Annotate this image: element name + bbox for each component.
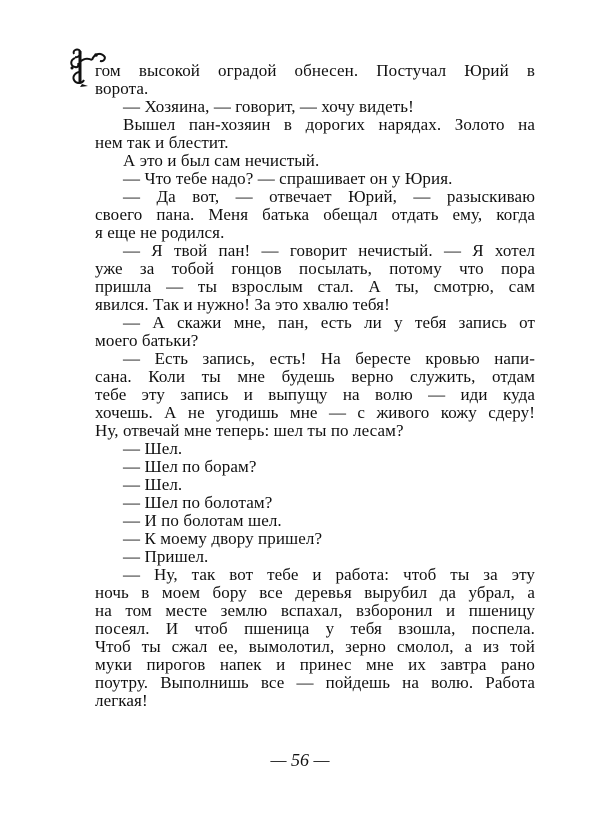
text-line: — Что тебе надо? — спрашивает он у Юрия. <box>123 169 453 188</box>
text-line: ночь в моем бору все деревья вырубил да убрал, а <box>95 583 535 602</box>
text-line: — Хозяина, — говорит, — хочу видеть! <box>123 97 414 116</box>
text-line: сана. Коли ты мне будешь верно служить, отдам <box>95 367 535 386</box>
text-line: Чтоб ты сжал ее, вымолотил, зерно смолол, а из той <box>95 637 535 656</box>
text-line: гом высокой оградой обнесен. Постучал Юрий в <box>95 61 535 80</box>
text-line: явился. Так и нужно! За это хвалю тебя! <box>95 295 390 314</box>
text-line: уже за тобой гонцов посылать, потому что пора <box>95 259 535 278</box>
text-line: — Шел по борам? <box>123 457 257 476</box>
text-line: Вышел пан-хозяин в дорогих нарядах. Золото на <box>123 115 535 134</box>
text-line: Ну, отвечай мне теперь: шел ты по лесам? <box>95 421 404 440</box>
text-line: поутру. Выполнишь все — пойдешь на волю. Работа <box>95 673 535 692</box>
text-line: — Есть запись, есть! На бересте кровью напи- <box>123 349 535 368</box>
text-line: — Шел. <box>123 439 183 458</box>
text-line: — И по болотам шел. <box>123 511 282 530</box>
page-text <box>95 62 535 710</box>
text-line: пришла — ты взрослым стал. А ты, смотрю, сам <box>95 277 535 296</box>
text-line: легкая! <box>95 691 148 710</box>
text-line: — Пришел. <box>123 547 209 566</box>
text-line: посеял. И чтоб пшеница у тебя взошла, поспела. <box>95 619 535 638</box>
text-line: А это и был сам нечистый. <box>123 151 320 170</box>
text-line: — Шел. <box>123 475 183 494</box>
text-line: моего батьки? <box>95 331 199 350</box>
text-line: муки пирогов напек и принес мне их завтра рано <box>95 655 535 674</box>
text-line: — А скажи мне, пан, есть ли у тебя запись от <box>123 313 535 332</box>
text-line: ворота. <box>95 79 149 98</box>
text-line: — Шел по болотам? <box>123 493 273 512</box>
text-line: хочешь. А не угодишь мне — с живого кожу сдеру! <box>95 403 535 422</box>
page-number: — 56 — <box>270 750 330 770</box>
text-line: тебе эту запись и выпущу на волю — иди куда <box>95 385 535 404</box>
text-line: нем так и блестит. <box>95 133 229 152</box>
text-line: своего пана. Меня батька обещал отдать ему, когда <box>95 205 535 224</box>
text-line: я еще не родился. <box>95 223 225 242</box>
text-line: — Да вот, — отвечает Юрий, — разыскиваю <box>123 187 535 206</box>
text-line: — К моему двору пришел? <box>123 529 323 548</box>
text-line: — Я твой пан! — говорит нечистый. — Я хотел <box>123 241 535 260</box>
text-line: — Ну, так вот тебе и работа: чтоб ты за эту <box>123 565 535 584</box>
text-line: на том месте землю вспахал, взборонил и пшеницу <box>95 601 535 620</box>
